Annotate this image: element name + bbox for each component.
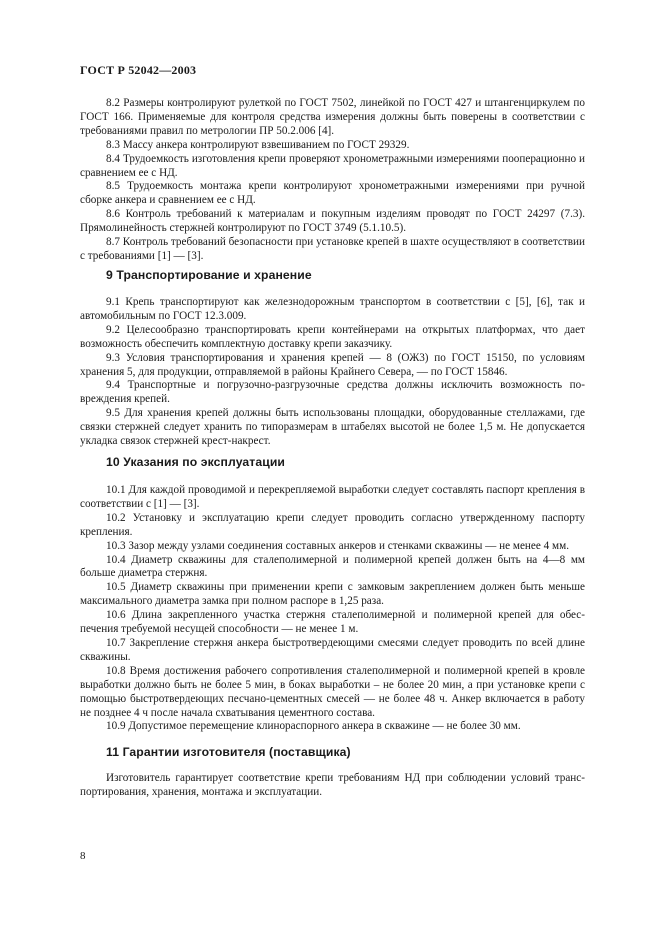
paragraph-9-4: 9.4 Транспортные и погрузочно-разгрузочные средства должны исключить возможность повреждения крепей.: [80, 379, 585, 406]
paragraph-10-5: 10.5 Диаметр скважины при применении крепи с замковым закреплением должен быть меньше максимального диаметра замка при полном распоре в 1,25 раза.: [80, 581, 585, 608]
paragraph-10-8: 10.8 Время достижения рабочего сопротивления сталеполимерной и полимерной крепей в кровле выработки должно быть не более 5 мин, в боках выработки – не более 20 мин, а при установке крепи с помощью быстротвердеющих песчано-цементных смесей — не более 48 ч. Анкер включается в работу не позднее 4 ч после начала схватывания цементного состава.: [80, 664, 585, 719]
section-10-heading-block: [80, 456, 585, 470]
section-8-continued: [80, 97, 585, 264]
page-number: 8: [80, 850, 86, 862]
paragraph-10-6: 10.6 Длина закрепленного участка стержня сталеполимерной и полимерной крепей для обеспечения требуемой несущей способности — не менее 1 м.: [80, 609, 585, 636]
paragraph-10-1: 10.1 Для каждой проводимой и перекрепляемой выработки следует составлять паспорт крепления в соответствии с [1] — [3].: [80, 484, 585, 510]
paragraph-10-4: 10.4 Диаметр скважины для сталеполимерной и полимерной крепей должен быть на 4—8 мм больше диаметра стержня.: [80, 553, 585, 580]
document-header: ГОСТ Р 52042—2003: [80, 63, 197, 77]
paragraph-8-4: 8.4 Трудоемкость изготовления крепи проверяют хронометражными измерениями пооперационно и сравнением ее с НД.: [80, 152, 585, 179]
paragraph-9-5: 9.5 Для хранения крепей должны быть использованы площадки, оборудованные стеллажами, где связки стержней следует хранить по типоразмерам в штабелях высотой не более 1,5 м. Не допускается укладка связок стержней крест-накрест.: [80, 407, 585, 448]
paragraph-10-7: 10.7 Закрепление стержня анкера быстротвердеющими смесями следует проводить по всей длине скважины.: [80, 636, 585, 663]
section-9-title: 9 Транспортирование и хранение: [106, 268, 312, 282]
section-9: [80, 296, 585, 449]
section-11: [80, 772, 585, 800]
paragraph-9-2: 9.2 Целесообразно транспортировать крепи контейнерами на открытых платформах, что дает возможность обеспечить комплектную доставку крепи заказчику.: [80, 323, 585, 350]
section-10: [80, 484, 585, 734]
paragraph-10-9: 10.9 Допустимое перемещение клинораспорного анкера в скважине — не более 30 мм.: [106, 720, 521, 733]
paragraph-11-1: Изготовитель гарантирует соответствие крепи требованиям НД при соблюдении условий транспортирования, хранения, монтажа и эксплуатации.: [80, 772, 585, 798]
paragraph-8-2: 8.2 Размеры контролируют рулеткой по ГОСТ 7502, линейкой по ГОСТ 427 и штангенциркулем по ГОСТ 166. Применяемые для контроля средства измерения должны быть поверены в соответствии с требованиями правил по метрологии ПР 50.2.006 [4].: [80, 97, 585, 137]
paragraph-10-3: 10.3 Зазор между узлами соединения составных анкеров и стенками скважины — не менее 4 мм.: [106, 539, 569, 552]
paragraph-9-3: 9.3 Условия транспортирования и хранения крепей — 8 (ОЖ3) по ГОСТ 15150, по условиям хранения 5, для продукции, отправляемой в районы Крайнего Севера, — по ГОСТ 15846.: [80, 351, 585, 378]
paragraph-8-3: 8.3 Массу анкера контролируют взвешиванием по ГОСТ 29329.: [106, 138, 410, 151]
section-11-heading-block: [80, 746, 585, 760]
paragraph-8-7: 8.7 Контроль требований безопасности при установке крепей в шахте осуществляют в соответствии с требованиями [1] — [3].: [80, 236, 585, 262]
paragraph-8-5: 8.5 Трудоемкость монтажа крепи контролируют хронометражными измерениями при ручной сборке анкера и сравнением ее с НД.: [80, 180, 585, 207]
paragraph-9-1: 9.1 Крепь транспортируют как железнодорожным транспортом в соответствии с [5], [6], так и автомобильным по ГОСТ 12.3.009.: [80, 296, 585, 322]
section-11-title: 11 Гарантии изготовителя (поставщика): [106, 745, 351, 759]
paragraph-8-6: 8.6 Контроль требований к материалам и покупным изделиям проводят по ГОСТ 24297 (7.3). Прямолинейность стержней контролируют по ГОСТ 3749 (5.1.10.5).: [80, 208, 585, 235]
section-9-heading-block: [80, 269, 585, 283]
paragraph-10-2: 10.2 Установку и эксплуатацию крепи следует проводить согласно утвержденному паспорту крепления.: [80, 511, 585, 538]
section-10-title: 10 Указания по эксплуатации: [106, 455, 286, 469]
